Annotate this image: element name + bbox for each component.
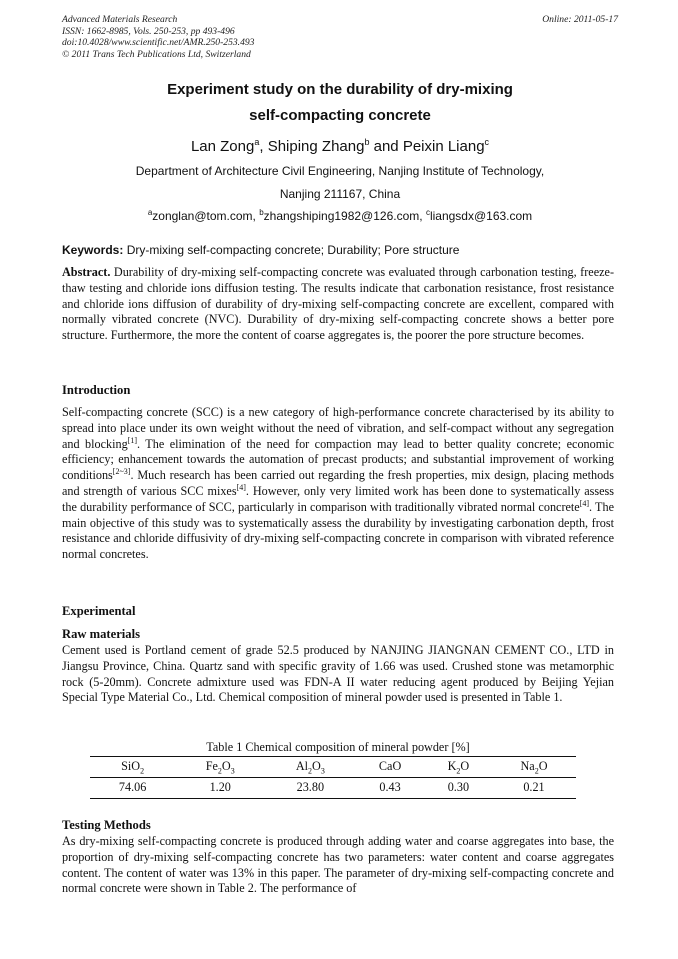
author-1-sup: a [254, 137, 260, 147]
table-header-cell: $Na_2O$ [520, 759, 548, 776]
table-cell: 0.21 [523, 780, 545, 794]
email-a: zonglan@tom.com, [152, 209, 260, 223]
table-cell: 1.20 [209, 780, 231, 794]
author-2: , Shiping Zhang [259, 138, 365, 155]
email-sup-b: b [259, 208, 264, 217]
table-cell: 74.06 [118, 780, 147, 794]
chemical-composition-table [90, 756, 576, 799]
table-row [90, 778, 576, 799]
paper-title-line1: Experiment study on the durability of dry-mixing [167, 81, 513, 98]
table-caption: Table 1 Chemical composition of mineral powder [%] [206, 740, 470, 754]
abstract-text: Durability of dry-mixing self-compacting concrete was evaluated through carbonation testing, freeze-thaw testing and chloride ions diffusion testing. The results indicate that carbonation resistance, frost resistance and chloride ions diffusion of durability of dry-mixing self-compacting concrete are excellent, compared with normally vibrated concrete (NVC). Durability of dry-mixing self-compacting concrete shows a better pore structure. Furthermore, the more the content of coarse aggregates is, the poorer the pore structure becomes. [62, 265, 614, 343]
keywords-label: Keywords: [62, 243, 124, 257]
citation-ref: [4] [579, 498, 590, 508]
author-1: Lan Zong [190, 138, 255, 155]
section-heading-introduction: Introduction [62, 383, 131, 397]
affiliation-line1: Department of Architecture Civil Engineering, Nanjing Institute of Technology, [135, 164, 545, 178]
keywords [62, 243, 618, 257]
testing-methods-paragraph: As dry-mixing self-compacting concrete is produced through adding water and coarse aggregates into base, the proportion of dry-mixing self-compacting concrete has two parameters: water content and coarse aggregates content. The content of water was 13% in this paper. The parameter of dry-mixing self-compacting concrete and normal concrete were shown in Table 2. The performance of [62, 834, 614, 896]
intro-text-4: . However, only very limited work has been done to systematically assess the durability performance of SCC, particularly in comparison with traditionally vibrated normal concrete [62, 483, 614, 514]
keywords-text: Dry-mixing self-compacting concrete; Durability; Pore structure [123, 243, 460, 257]
intro-text-3: . Much research has been carried out regarding the fresh properties, mix design, placing methods and strength of various SCC mixes [62, 468, 614, 498]
email-c: liangsdx@163.com [429, 209, 533, 223]
table-header-cell: $Al_2O_3$ [295, 759, 325, 776]
intro-text-1: Self-compacting concrete (SCC) is a new category of high-performance concrete characterised by its ability to spread into place under its own weight without the need of vibration, and self-compact without any segregation and blocking [62, 405, 614, 451]
subsection-heading-testing-methods: Testing Methods [62, 818, 151, 832]
table-cell: 0.30 [447, 780, 470, 794]
table-cell: 23.80 [296, 780, 325, 794]
table-header-cell: $K_2O$ [447, 759, 470, 776]
table-header-row [90, 757, 576, 778]
authors-line [62, 138, 618, 155]
citation-ref: [4] [236, 482, 246, 492]
introduction-paragraph [62, 405, 614, 563]
paper-title-line2: self-compacting concrete [249, 107, 431, 124]
author-2-sup: b [364, 137, 370, 147]
affiliation-line2: Nanjing 211167, China [279, 187, 401, 201]
section-heading-experimental: Experimental [62, 604, 136, 618]
author-3: and Peixin Liang [369, 138, 485, 155]
citation-ref: [2~3] [112, 467, 131, 477]
table-header-cell: SiO$_2$ [121, 759, 145, 776]
email-sup-a: a [147, 208, 153, 217]
table-header-cell: $Fe_2O_3$ [205, 759, 235, 776]
citation-ref: [1] [127, 435, 138, 445]
email-line [62, 209, 618, 223]
journal-name: Advanced Materials Research [62, 14, 178, 25]
email-b: zhangshiping1982@126.com, [263, 209, 426, 223]
doi-line: doi:10.4028/www.scientific.net/AMR.250-253.493 [62, 37, 255, 49]
table-header-cell: CaO [378, 759, 402, 773]
subsection-heading-raw-materials: Raw materials [62, 627, 140, 641]
issn-line: ISSN: 1662-8985, Vols. 250-253, pp 493-496 [62, 25, 235, 37]
online-date: Online: 2011-05-17 [542, 14, 618, 25]
abstract-label: Abstract. [62, 265, 111, 279]
email-sup-c: c [425, 208, 430, 217]
intro-text-5: . The main objective of this study was to systematically assess the durability by investigating carbonation depth, frost resistance and chloride diffusivity of dry-mixing self-compacting concrete in comparison with vibrated reference normal concretes. [62, 499, 615, 562]
author-3-sup: c [484, 137, 490, 147]
abstract [62, 265, 614, 344]
raw-materials-paragraph: Cement used is Portland cement of grade 52.5 produced by NANJING JIANGNAN CEMENT CO., LTD in Jiangsu Province, China. Quartz sand with specific gravity of 1.66 was used. Crushed stone was metamorphic rock (5-20mm). Concrete admixture used was FDN-A II water reducing agent produced by Beijing Yejian Special Type Material Co., Ltd. Chemical composition of mineral powder used is presented in Table 1. [62, 643, 614, 705]
table-cell: 0.43 [379, 780, 401, 794]
intro-text-2: . The elimination of the need for compaction may lead to better quality concrete; economic efficiency; enhancement towards the automation of precast products; and substantial improvement of working conditions [62, 436, 614, 483]
journal-header [62, 14, 618, 60]
copyright-line: © 2011 Trans Tech Publications Ltd, Switzerland [62, 48, 251, 60]
